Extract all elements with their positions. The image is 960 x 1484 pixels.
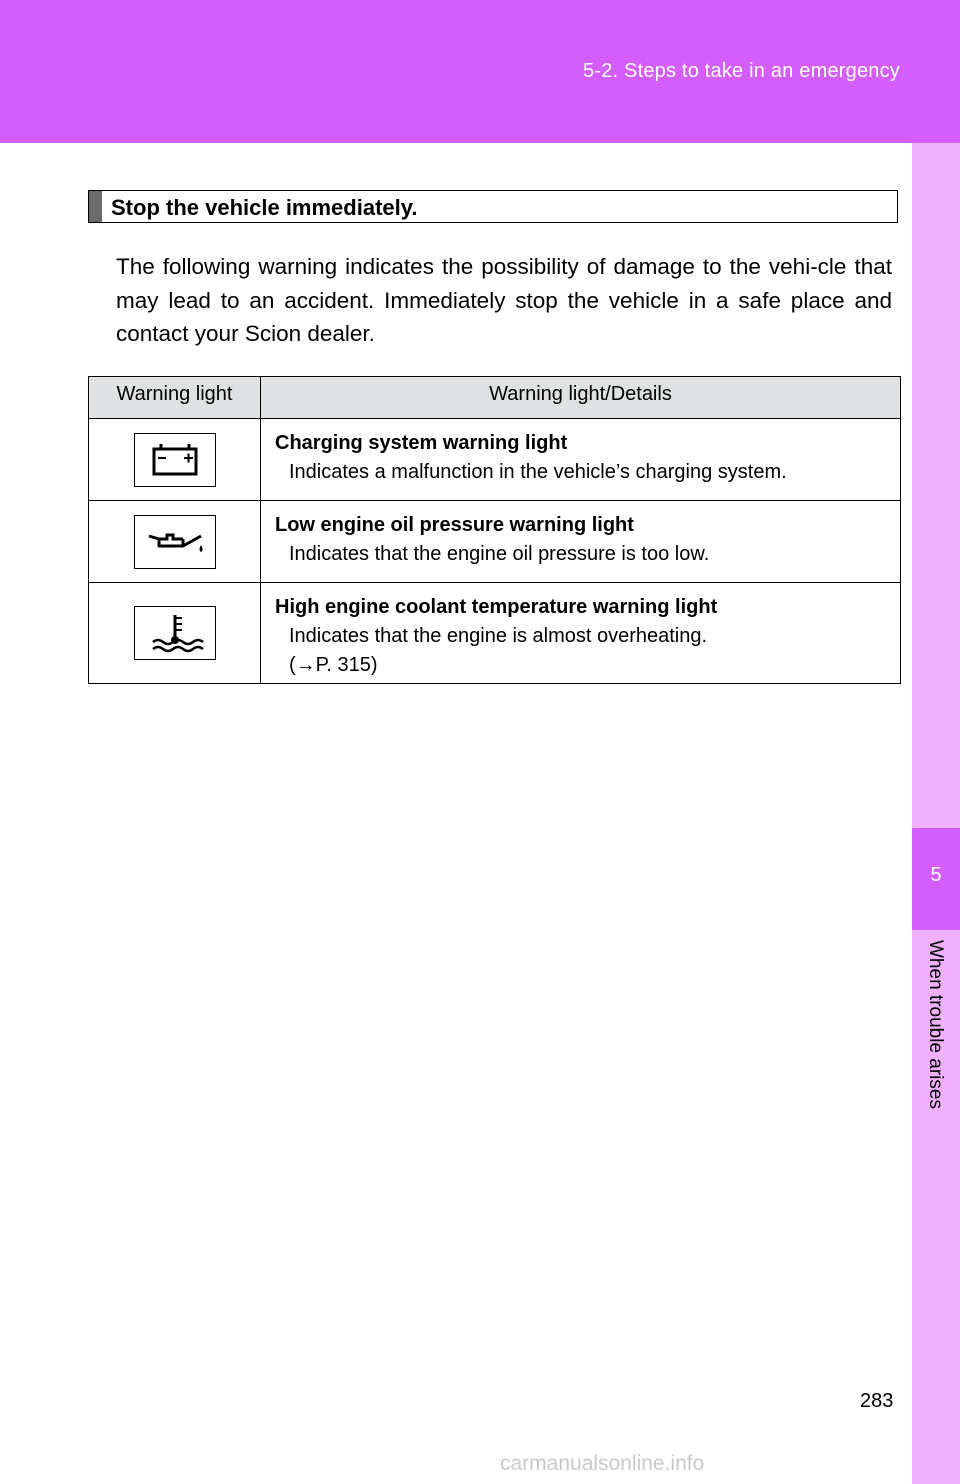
- column-header-details: Warning light/Details: [261, 377, 901, 419]
- warning-light-table: [88, 376, 901, 684]
- column-header-warning-light: Warning light: [89, 377, 261, 419]
- warning-description: Indicates that the engine oil pressure is too low.: [289, 543, 710, 565]
- watermark: carmanualsonline.info: [500, 1452, 705, 1475]
- table-header-row: [89, 377, 901, 419]
- chapter-side-tab: [912, 143, 960, 1484]
- section-breadcrumb: 5-2. Steps to take in an emergency: [583, 60, 900, 82]
- icon-cell: [89, 501, 261, 583]
- table-row: [89, 501, 901, 583]
- oil-can-icon: [134, 515, 216, 569]
- section-heading: [88, 190, 898, 223]
- chapter-label: When trouble arises: [925, 940, 946, 1109]
- page-reference: (→P. 315): [289, 654, 378, 676]
- chapter-number-block: [912, 828, 960, 930]
- warning-description: Indicates a malfunction in the vehicle’s charging system.: [289, 461, 787, 483]
- chapter-label-block: [912, 940, 960, 1150]
- table-row: [89, 583, 901, 684]
- warning-title: High engine coolant temperature warning light: [275, 596, 718, 618]
- icon-cell: [89, 583, 261, 684]
- battery-icon: [134, 433, 216, 487]
- coolant-temperature-icon: [134, 606, 216, 660]
- detail-cell: [261, 583, 901, 684]
- detail-cell: [261, 419, 901, 501]
- page-header: [0, 0, 960, 143]
- warning-title: Low engine oil pressure warning light: [275, 514, 634, 536]
- section-title: Stop the vehicle immediately.: [111, 195, 418, 220]
- icon-cell: [89, 419, 261, 501]
- warning-title: Charging system warning light: [275, 432, 568, 454]
- detail-cell: [261, 501, 901, 583]
- intro-paragraph: The following warning indicates the possibility of damage to the vehi-cle that may lead to an accident. Immediately stop the vehicle in a safe place and contact your Scion dealer.: [116, 254, 892, 346]
- table-row: [89, 419, 901, 501]
- page-number: 283: [860, 1390, 894, 1412]
- warning-description: Indicates that the engine is almost overheating.: [289, 625, 708, 647]
- chapter-number: 5: [930, 864, 942, 886]
- section-heading-bar: [89, 191, 102, 222]
